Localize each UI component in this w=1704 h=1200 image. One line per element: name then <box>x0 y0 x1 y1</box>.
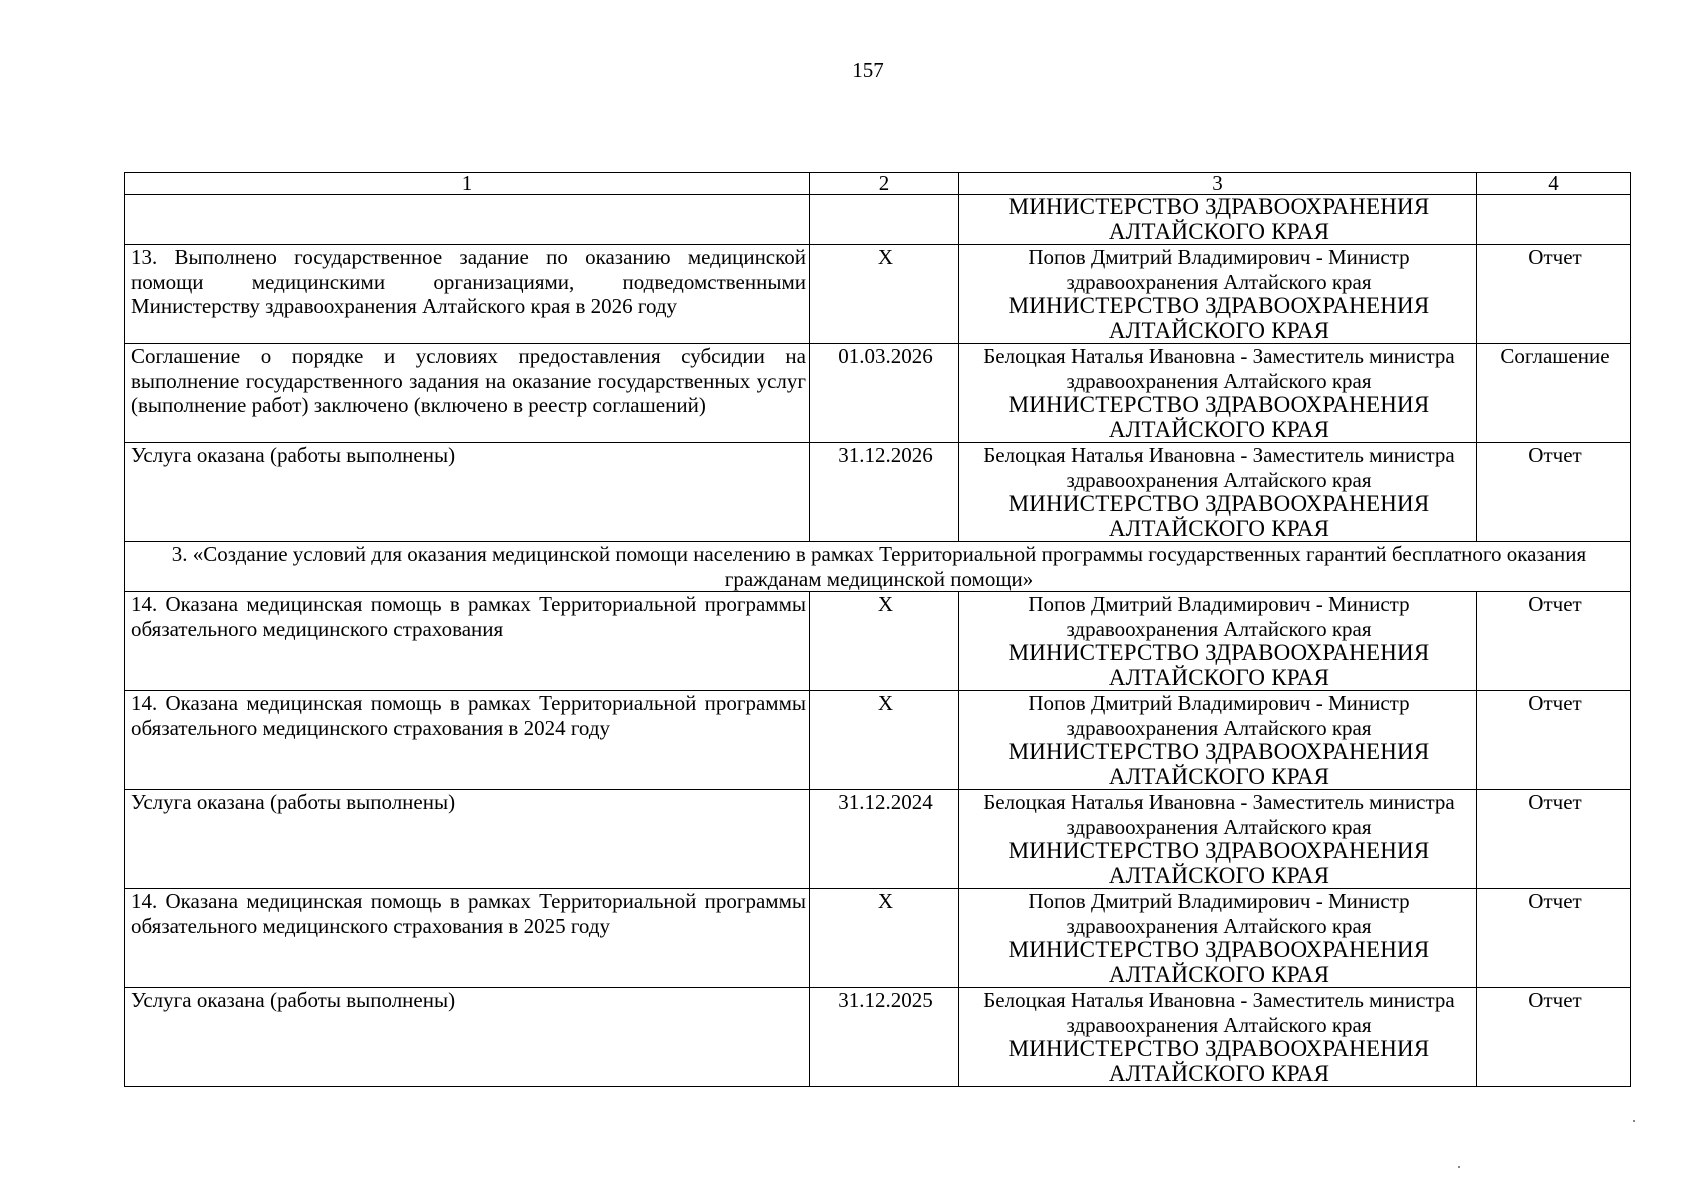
document-type-cell: Отчет <box>1477 443 1631 542</box>
document-type-cell: Отчет <box>1477 592 1631 691</box>
event-cell: 13. Выполнено государственное задание по оказанию медицинской помощи медицинскими организациями, подведомственными Министерству здравоохранения Алтайского края в 2026 году <box>125 245 810 344</box>
document-type-cell: Соглашение <box>1477 344 1631 443</box>
responsible-cell <box>959 988 1477 1087</box>
department-name: МИНИСТЕРСТВО ЗДРАВООХРАНЕНИЯ АЛТАЙСКОГО КРАЯ <box>1008 392 1430 442</box>
event-cell: 14. Оказана медицинская помощь в рамках Территориальной программы обязательного медицинского страхования в 2024 году <box>125 691 810 790</box>
event-cell: Услуга оказана (работы выполнены) <box>125 790 810 889</box>
document-type-cell <box>1477 195 1631 245</box>
document-type-cell: Отчет <box>1477 691 1631 790</box>
event-cell: Соглашение о порядке и условиях предоставления субсидии на выполнение государственного задания на оказание государственных услуг (выполнение работ) заключено (включено в реестр соглашений) <box>125 344 810 443</box>
event-cell <box>125 195 810 245</box>
department-name: МИНИСТЕРСТВО ЗДРАВООХРАНЕНИЯ АЛТАЙСКОГО КРАЯ <box>1008 1036 1430 1086</box>
event-cell: 14. Оказана медицинская помощь в рамках Территориальной программы обязательного медицинского страхования в 2025 году <box>125 889 810 988</box>
date-cell: 31.12.2025 <box>810 988 959 1087</box>
department-name: МИНИСТЕРСТВО ЗДРАВООХРАНЕНИЯ АЛТАЙСКОГО КРАЯ <box>1008 293 1430 343</box>
date-cell: 31.12.2026 <box>810 443 959 542</box>
column-number-4: 4 <box>1477 173 1631 195</box>
date-cell: X <box>810 889 959 988</box>
table-row <box>125 195 1631 245</box>
department-name: МИНИСТЕРСТВО ЗДРАВООХРАНЕНИЯ АЛТАЙСКОГО КРАЯ <box>1008 937 1430 987</box>
responsible-cell <box>959 592 1477 691</box>
column-numbers-row <box>125 173 1631 195</box>
column-number-1: 1 <box>125 173 810 195</box>
department-name: МИНИСТЕРСТВО ЗДРАВООХРАНЕНИЯ АЛТАЙСКОГО КРАЯ <box>1008 838 1430 888</box>
date-cell: X <box>810 691 959 790</box>
responsible-person: Попов Дмитрий Владимирович - Министр здравоохранения Алтайского края <box>1028 691 1410 740</box>
event-cell: Услуга оказана (работы выполнены) <box>125 443 810 542</box>
date-cell: X <box>810 592 959 691</box>
page-number: 157 <box>852 58 884 82</box>
date-cell: X <box>810 245 959 344</box>
document-type-cell: Отчет <box>1477 889 1631 988</box>
table-row <box>125 988 1631 1087</box>
plan-table <box>124 172 1631 1087</box>
table-row <box>125 344 1631 443</box>
department-name: МИНИСТЕРСТВО ЗДРАВООХРАНЕНИЯ АЛТАЙСКОГО КРАЯ <box>1008 194 1430 244</box>
responsible-person: Белоцкая Наталья Ивановна - Заместитель министра здравоохранения Алтайского края <box>983 790 1455 839</box>
responsible-person: Белоцкая Наталья Ивановна - Заместитель министра здравоохранения Алтайского края <box>983 344 1455 393</box>
event-cell: Услуга оказана (работы выполнены) <box>125 988 810 1087</box>
department-name: МИНИСТЕРСТВО ЗДРАВООХРАНЕНИЯ АЛТАЙСКОГО КРАЯ <box>1008 640 1430 690</box>
section-title: 3. «Создание условий для оказания медицинской помощи населению в рамках Территориальной программы государственных гарантий бесплатного оказания гражданам медицинской помощи» <box>125 542 1631 592</box>
document-type-cell: Отчет <box>1477 245 1631 344</box>
date-cell: 31.12.2024 <box>810 790 959 889</box>
table-row <box>125 443 1631 542</box>
table-row <box>125 691 1631 790</box>
department-name: МИНИСТЕРСТВО ЗДРАВООХРАНЕНИЯ АЛТАЙСКОГО КРАЯ <box>1008 739 1430 789</box>
responsible-cell <box>959 245 1477 344</box>
responsible-person: Белоцкая Наталья Ивановна - Заместитель министра здравоохранения Алтайского края <box>983 443 1455 492</box>
responsible-cell <box>959 889 1477 988</box>
table-row <box>125 592 1631 691</box>
table-row <box>125 790 1631 889</box>
responsible-person: Попов Дмитрий Владимирович - Министр здравоохранения Алтайского края <box>1028 889 1410 938</box>
date-cell <box>810 195 959 245</box>
scan-speck <box>1458 1166 1460 1168</box>
responsible-cell <box>959 691 1477 790</box>
table-row <box>125 245 1631 344</box>
document-type-cell: Отчет <box>1477 790 1631 889</box>
responsible-cell <box>959 443 1477 542</box>
responsible-person: Попов Дмитрий Владимирович - Министр здравоохранения Алтайского края <box>1028 245 1410 294</box>
responsible-cell <box>959 344 1477 443</box>
event-cell: 14. Оказана медицинская помощь в рамках Территориальной программы обязательного медицинского страхования <box>125 592 810 691</box>
responsible-cell <box>959 195 1477 245</box>
document-type-cell: Отчет <box>1477 988 1631 1087</box>
date-cell: 01.03.2026 <box>810 344 959 443</box>
column-number-3: 3 <box>959 173 1477 195</box>
responsible-person: Попов Дмитрий Владимирович - Министр здравоохранения Алтайского края <box>1028 592 1410 641</box>
column-number-2: 2 <box>810 173 959 195</box>
section-row <box>125 542 1631 592</box>
department-name: МИНИСТЕРСТВО ЗДРАВООХРАНЕНИЯ АЛТАЙСКОГО КРАЯ <box>1008 491 1430 541</box>
table-row <box>125 889 1631 988</box>
responsible-person: Белоцкая Наталья Ивановна - Заместитель министра здравоохранения Алтайского края <box>983 988 1455 1037</box>
scan-speck <box>1633 1120 1635 1122</box>
responsible-cell <box>959 790 1477 889</box>
